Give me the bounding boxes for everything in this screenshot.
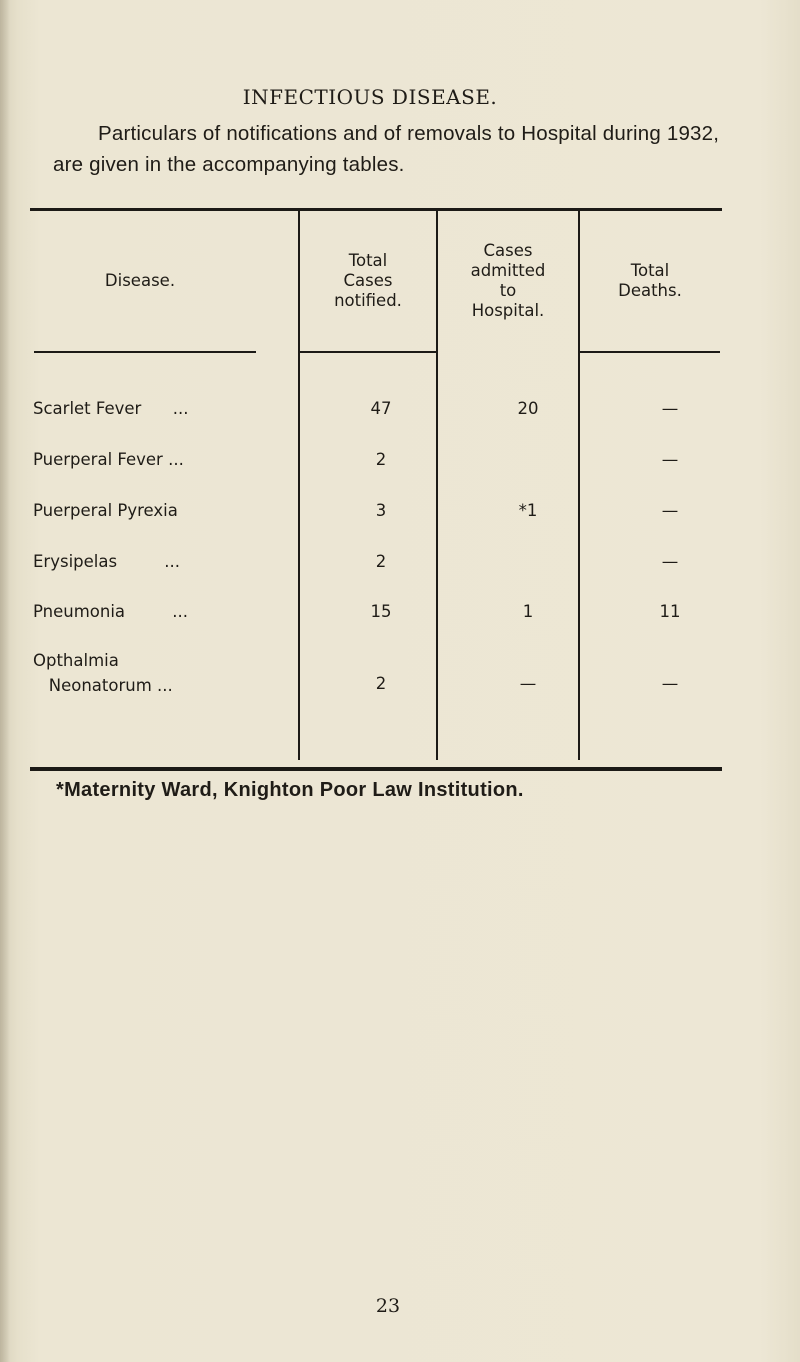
disease-name: Puerperal Fever ...	[33, 450, 184, 469]
cases-admitted: —	[519, 674, 537, 693]
total-deaths: —	[661, 674, 679, 693]
header-underline-notified	[298, 351, 438, 353]
total-deaths: —	[661, 399, 679, 418]
total-deaths: 11	[659, 602, 681, 621]
disease-name: Pneumonia ...	[33, 602, 188, 621]
page-edge-shadow	[0, 0, 10, 1362]
table-bottom-rule	[30, 767, 722, 771]
disease-name: Opthalmia Neonatorum ...	[33, 651, 173, 695]
header-cases-admitted: Cases admitted to Hospital.	[470, 241, 546, 320]
table-row	[30, 551, 722, 591]
total-deaths: —	[661, 552, 679, 571]
header-disease: Disease.	[104, 271, 176, 290]
total-deaths: —	[661, 450, 679, 469]
disease-name: Puerperal Pyrexia	[33, 501, 178, 520]
header-underline-deaths	[580, 351, 720, 353]
table-row	[30, 449, 722, 489]
cases-admitted: 1	[522, 602, 534, 621]
page-number: 23	[375, 1295, 401, 1317]
cases-notified: 3	[375, 501, 387, 520]
cases-notified: 47	[370, 399, 392, 418]
disease-name: Erysipelas ...	[33, 552, 181, 571]
page-title: INFECTIOUS DISEASE.	[242, 85, 498, 109]
cases-notified: 15	[370, 602, 392, 621]
cases-admitted: 20	[517, 399, 539, 418]
table-row	[30, 648, 722, 708]
cases-admitted: *1	[518, 501, 538, 520]
footnote: *Maternity Ward, Knighton Poor Law Institution.	[56, 779, 524, 801]
cases-notified: 2	[375, 552, 387, 571]
table-row	[30, 398, 722, 438]
disease-name: Scarlet Fever ...	[33, 399, 189, 418]
table-row	[30, 500, 722, 540]
total-deaths: —	[661, 501, 679, 520]
cases-notified: 2	[375, 674, 387, 693]
header-total-deaths: Total Deaths.	[618, 261, 682, 300]
header-underline-disease	[34, 351, 256, 353]
intro-paragraph: Particulars of notifications and of removals to Hospital during 1932, are given in the accompanying tables.	[53, 122, 720, 176]
header-total-cases-notified: Total Cases notified.	[334, 251, 402, 310]
table-row	[30, 601, 722, 641]
cases-notified: 2	[375, 450, 387, 469]
